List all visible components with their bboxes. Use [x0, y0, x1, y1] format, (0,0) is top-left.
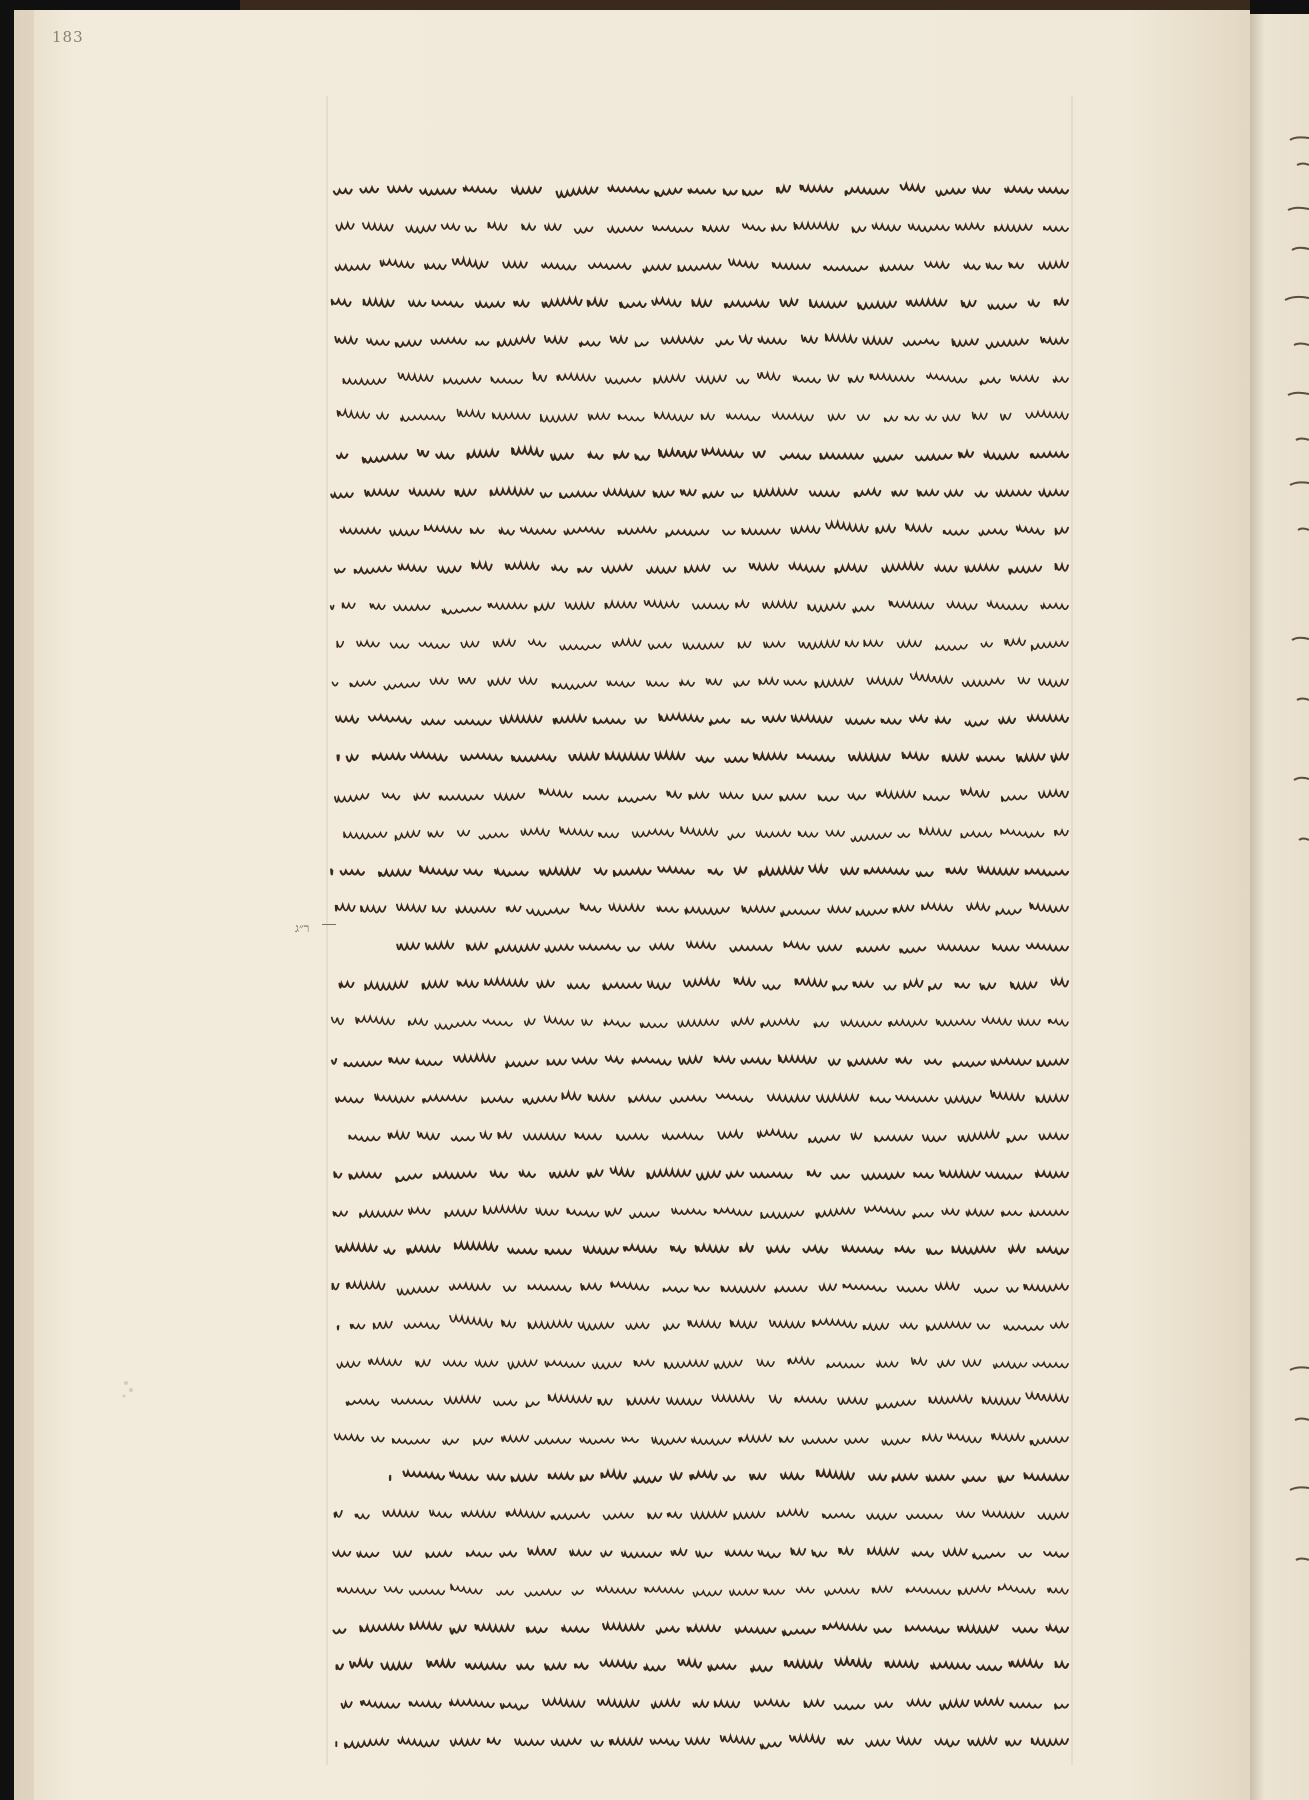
folio-number: 183 — [52, 28, 84, 46]
facing-page — [1250, 14, 1309, 1800]
margin-note-mark — [322, 924, 336, 925]
margin-note: ר״ג — [295, 921, 310, 935]
page-gutter-shadow — [14, 10, 34, 1800]
